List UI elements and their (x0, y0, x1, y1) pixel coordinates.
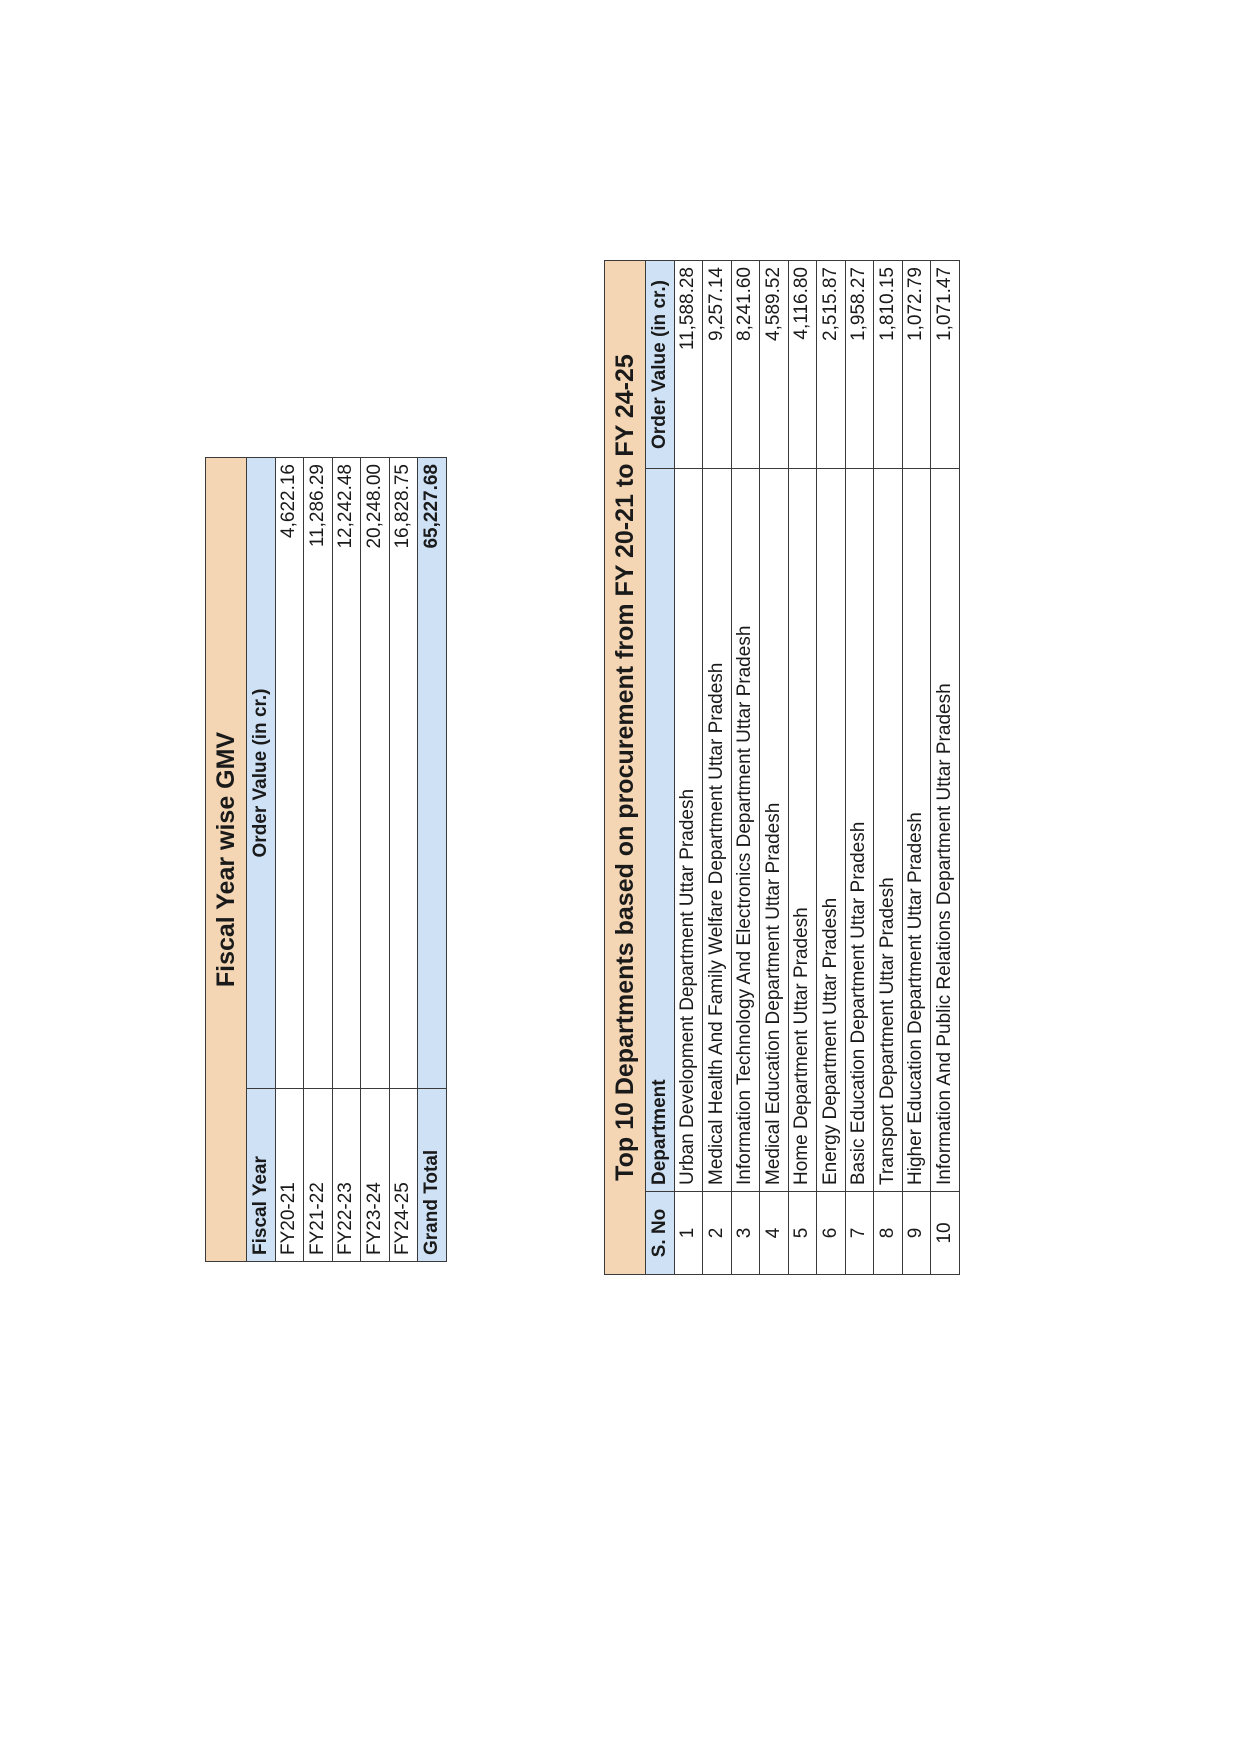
department-cell: Medical Education Department Uttar Pradesh (760, 469, 789, 1192)
order-value-cell: 4,116.80 (788, 261, 817, 469)
department-cell: Basic Education Department Uttar Pradesh (845, 469, 874, 1192)
sno-cell: 1 (674, 1192, 703, 1275)
fiscal-table-header-row (247, 458, 276, 1262)
order-value-cell: 8,241.60 (731, 261, 760, 469)
department-cell: Medical Health And Family Welfare Department Uttar Pradesh (703, 469, 732, 1192)
order-value-cell: 11,286.29 (304, 458, 333, 1089)
order-value-cell: 1,071.47 (931, 261, 960, 469)
sno-cell: 2 (703, 1192, 732, 1275)
table-row (332, 458, 361, 1262)
table-row (760, 261, 789, 1275)
department-header: Department (646, 469, 675, 1192)
table-row (361, 458, 390, 1262)
table-row (275, 458, 304, 1262)
table-row (788, 261, 817, 1275)
fiscal-year-cell: FY22-23 (332, 1089, 361, 1262)
sno-cell: 7 (845, 1192, 874, 1275)
department-cell: Energy Department Uttar Pradesh (817, 469, 846, 1192)
table-row (931, 261, 960, 1275)
dept-table-title: Top 10 Departments based on procurement from FY 20-21 to FY 24-25 (605, 261, 646, 1275)
order-value-cell: 4,622.16 (275, 458, 304, 1089)
order-value-cell: 9,257.14 (703, 261, 732, 469)
order-value-cell: 1,958.27 (845, 261, 874, 469)
table-row (731, 261, 760, 1275)
department-cell: Transport Department Uttar Pradesh (874, 469, 903, 1192)
fiscal-year-cell: FY23-24 (361, 1089, 390, 1262)
table-row (845, 261, 874, 1275)
dept-table-header-row (646, 261, 675, 1275)
sno-cell: 3 (731, 1192, 760, 1275)
fiscal-table-title: Fiscal Year wise GMV (206, 458, 247, 1262)
fiscal-year-cell: FY24-25 (389, 1089, 418, 1262)
table-row (817, 261, 846, 1275)
fiscal-year-gmv-table (205, 457, 447, 1262)
grand-total-value: 65,227.68 (418, 458, 447, 1089)
order-value-cell: 16,828.75 (389, 458, 418, 1089)
fiscal-year-header: Fiscal Year (247, 1089, 276, 1262)
grand-total-label: Grand Total (418, 1089, 447, 1262)
fiscal-year-cell: FY21-22 (304, 1089, 333, 1262)
order-value-cell: 4,589.52 (760, 261, 789, 469)
top-departments-table (604, 260, 960, 1275)
order-value-cell: 11,588.28 (674, 261, 703, 469)
order-value-cell: 20,248.00 (361, 458, 390, 1089)
table-row (304, 458, 333, 1262)
sno-cell: 8 (874, 1192, 903, 1275)
table-row (674, 261, 703, 1275)
order-value-cell: 1,072.79 (902, 261, 931, 469)
sno-cell: 6 (817, 1192, 846, 1275)
order-value-cell: 1,810.15 (874, 261, 903, 469)
order-value-header: Order Value (in cr.) (247, 458, 276, 1089)
sno-cell: 5 (788, 1192, 817, 1275)
table-row (703, 261, 732, 1275)
sno-cell: 4 (760, 1192, 789, 1275)
sno-cell: 9 (902, 1192, 931, 1275)
department-cell: Information And Public Relations Department Uttar Pradesh (931, 469, 960, 1192)
order-value-cell: 12,242.48 (332, 458, 361, 1089)
department-cell: Urban Development Department Uttar Pradesh (674, 469, 703, 1192)
department-cell: Higher Education Department Uttar Pradesh (902, 469, 931, 1192)
grand-total-row (418, 458, 447, 1262)
department-cell: Home Department Uttar Pradesh (788, 469, 817, 1192)
table-row (874, 261, 903, 1275)
sno-cell: 10 (931, 1192, 960, 1275)
order-value-header: Order Value (in cr.) (646, 261, 675, 469)
department-cell: Information Technology And Electronics Department Uttar Pradesh (731, 469, 760, 1192)
sno-header: S. No (646, 1192, 675, 1275)
order-value-cell: 2,515.87 (817, 261, 846, 469)
table-row (902, 261, 931, 1275)
fiscal-year-cell: FY20-21 (275, 1089, 304, 1262)
table-row (389, 458, 418, 1262)
